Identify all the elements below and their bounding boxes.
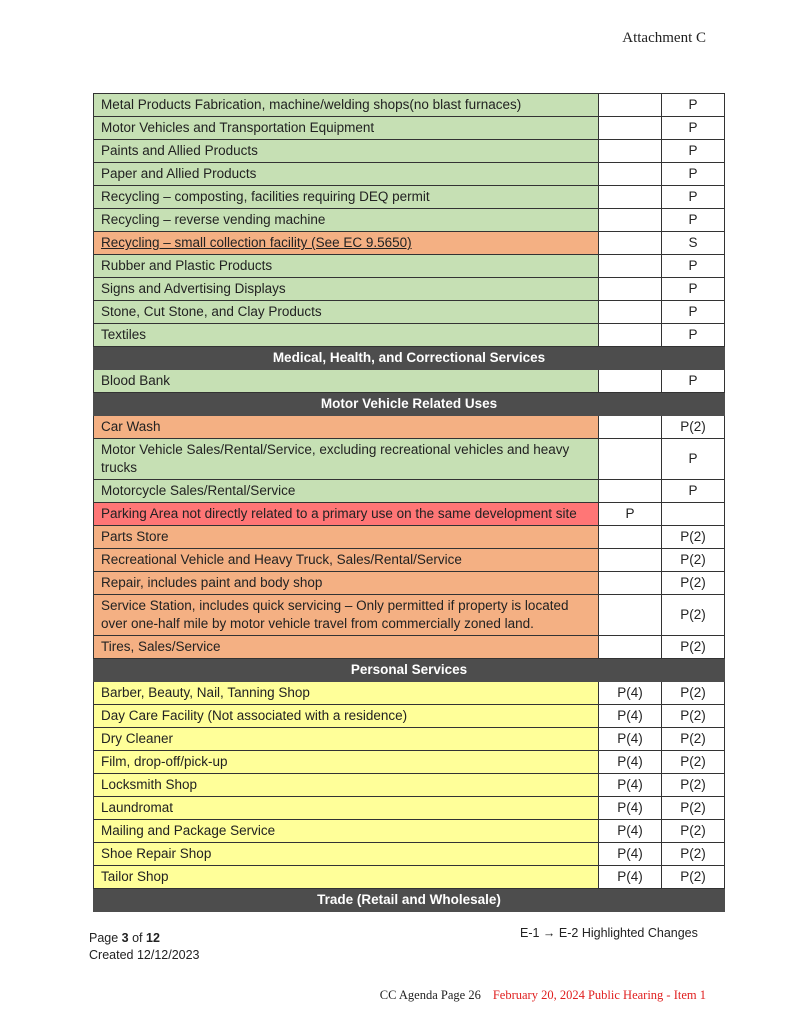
permit-cell-2: P(2): [662, 797, 725, 820]
permit-cell-1: [599, 163, 662, 186]
permit-cell-1: P(4): [599, 682, 662, 705]
permit-cell-2: P: [662, 480, 725, 503]
section-title: Trade (Retail and Wholesale): [94, 889, 725, 912]
permit-cell-2: P(2): [662, 682, 725, 705]
use-name-cell: Recycling – small collection facility (See EC 9.5650): [94, 232, 599, 255]
table-row: [94, 186, 725, 209]
permit-cell-1: [599, 255, 662, 278]
permit-cell-1: [599, 595, 662, 636]
table-row: [94, 843, 725, 866]
permit-cell-1: P(4): [599, 728, 662, 751]
created-date: Created 12/12/2023: [89, 948, 200, 962]
section-title: Medical, Health, and Correctional Services: [94, 347, 725, 370]
permit-cell-2: P: [662, 163, 725, 186]
permit-cell-2: P(2): [662, 728, 725, 751]
permit-cell-2: S: [662, 232, 725, 255]
permit-cell-2: P: [662, 301, 725, 324]
table-row: [94, 301, 725, 324]
use-name-cell: Laundromat: [94, 797, 599, 820]
permit-cell-1: [599, 232, 662, 255]
land-use-table-body: [94, 94, 725, 912]
permit-cell-1: [599, 526, 662, 549]
table-row: [94, 636, 725, 659]
section-header-row: [94, 393, 725, 416]
permit-cell-1: [599, 416, 662, 439]
permit-cell-2: P(2): [662, 549, 725, 572]
use-name-cell: Stone, Cut Stone, and Clay Products: [94, 301, 599, 324]
permit-cell-1: P(4): [599, 797, 662, 820]
permit-cell-2: P(2): [662, 416, 725, 439]
use-name-cell: Paper and Allied Products: [94, 163, 599, 186]
permit-cell-2: P: [662, 255, 725, 278]
table-row: [94, 595, 725, 636]
permit-cell-1: P(4): [599, 774, 662, 797]
permit-cell-2: P: [662, 209, 725, 232]
table-row: [94, 232, 725, 255]
section-header-row: [94, 347, 725, 370]
use-name-cell: Tires, Sales/Service: [94, 636, 599, 659]
use-name-cell: Car Wash: [94, 416, 599, 439]
permit-cell-1: P(4): [599, 866, 662, 889]
use-name-cell: Dry Cleaner: [94, 728, 599, 751]
permit-cell-1: P(4): [599, 705, 662, 728]
use-name-cell: Motor Vehicles and Transportation Equipment: [94, 117, 599, 140]
page-footer: [89, 930, 200, 964]
page-number: Page 3 of 12: [89, 931, 160, 945]
section-title: Motor Vehicle Related Uses: [94, 393, 725, 416]
use-name-cell: Blood Bank: [94, 370, 599, 393]
table-row: [94, 866, 725, 889]
table-row: [94, 324, 725, 347]
permit-cell-2: P: [662, 439, 725, 480]
attachment-label: Attachment C: [622, 30, 706, 46]
table-row: [94, 797, 725, 820]
table-row: [94, 370, 725, 393]
use-name-cell: Shoe Repair Shop: [94, 843, 599, 866]
permit-cell-1: P(4): [599, 751, 662, 774]
table-row: [94, 682, 725, 705]
permit-cell-2: P: [662, 186, 725, 209]
use-name-cell: Parts Store: [94, 526, 599, 549]
permit-cell-1: [599, 186, 662, 209]
permit-cell-2: P: [662, 94, 725, 117]
use-name-cell: Repair, includes paint and body shop: [94, 572, 599, 595]
table-row: [94, 140, 725, 163]
table-row: [94, 751, 725, 774]
hearing-label: February 20, 2024 Public Hearing - Item 1: [492, 988, 706, 1002]
table-row: [94, 503, 725, 526]
table-row: [94, 163, 725, 186]
permit-cell-1: [599, 370, 662, 393]
use-name-cell: Motorcycle Sales/Rental/Service: [94, 480, 599, 503]
table-row: [94, 255, 725, 278]
permit-cell-1: [599, 278, 662, 301]
table-row: [94, 439, 725, 480]
permit-cell-1: P(4): [599, 820, 662, 843]
permit-cell-1: P(4): [599, 843, 662, 866]
use-name-cell: Mailing and Package Service: [94, 820, 599, 843]
permit-cell-2: P(2): [662, 572, 725, 595]
use-name-cell: Signs and Advertising Displays: [94, 278, 599, 301]
table-row: [94, 94, 725, 117]
use-name-cell: Day Care Facility (Not associated with a residence): [94, 705, 599, 728]
permit-cell-1: [599, 94, 662, 117]
permit-cell-2: P: [662, 324, 725, 347]
permit-cell-1: P: [599, 503, 662, 526]
table-row: [94, 416, 725, 439]
use-name-cell: Parking Area not directly related to a primary use on the same development site: [94, 503, 599, 526]
permit-cell-2: P(2): [662, 843, 725, 866]
use-name-cell: Recycling – reverse vending machine: [94, 209, 599, 232]
section-header-row: [94, 659, 725, 682]
agenda-line: [380, 988, 706, 1003]
use-name-cell: Recycling – composting, facilities requiring DEQ permit: [94, 186, 599, 209]
table-row: [94, 526, 725, 549]
permit-cell-2: P: [662, 278, 725, 301]
table-row: [94, 209, 725, 232]
table-row: [94, 480, 725, 503]
permit-cell-1: [599, 324, 662, 347]
use-name-cell: Barber, Beauty, Nail, Tanning Shop: [94, 682, 599, 705]
permit-cell-2: P(2): [662, 774, 725, 797]
table-row: [94, 117, 725, 140]
use-name-cell: Tailor Shop: [94, 866, 599, 889]
permit-cell-1: [599, 140, 662, 163]
use-name-cell: Film, drop-off/pick-up: [94, 751, 599, 774]
permit-cell-2: P(2): [662, 866, 725, 889]
permit-cell-1: [599, 549, 662, 572]
table-row: [94, 549, 725, 572]
permit-cell-2: P(2): [662, 636, 725, 659]
table-row: [94, 820, 725, 843]
permit-cell-1: [599, 636, 662, 659]
table-row: [94, 705, 725, 728]
permit-cell-1: [599, 117, 662, 140]
use-name-cell: Paints and Allied Products: [94, 140, 599, 163]
table-row: [94, 278, 725, 301]
permit-cell-1: [599, 301, 662, 324]
table-row: [94, 774, 725, 797]
table-row: [94, 572, 725, 595]
use-name-cell: Textiles: [94, 324, 599, 347]
use-name-cell: Rubber and Plastic Products: [94, 255, 599, 278]
permit-cell-2: P(2): [662, 820, 725, 843]
permit-cell-2: P: [662, 370, 725, 393]
land-use-table: [93, 93, 725, 912]
section-title: Personal Services: [94, 659, 725, 682]
permit-cell-1: [599, 572, 662, 595]
use-name-cell: Locksmith Shop: [94, 774, 599, 797]
permit-cell-2: P: [662, 140, 725, 163]
permit-cell-2: [662, 503, 725, 526]
table-row: [94, 728, 725, 751]
permit-cell-2: P: [662, 117, 725, 140]
use-name-cell: Recreational Vehicle and Heavy Truck, Sales/Rental/Service: [94, 549, 599, 572]
use-name-cell: Service Station, includes quick servicing – Only permitted if property is located over one-half mile by motor vehicle travel from commercially zoned land.: [94, 595, 599, 636]
changes-note: E-1 → E-2 Highlighted Changes: [520, 926, 698, 940]
use-name-cell: Metal Products Fabrication, machine/welding shops(no blast furnaces): [94, 94, 599, 117]
use-name-cell: Motor Vehicle Sales/Rental/Service, excluding recreational vehicles and heavy trucks: [94, 439, 599, 480]
section-header-row: [94, 889, 725, 912]
permit-cell-2: P(2): [662, 705, 725, 728]
permit-cell-1: [599, 480, 662, 503]
permit-cell-2: P(2): [662, 751, 725, 774]
permit-cell-2: P(2): [662, 526, 725, 549]
permit-cell-1: [599, 439, 662, 480]
permit-cell-1: [599, 209, 662, 232]
agenda-page: CC Agenda Page 26: [379, 988, 481, 1002]
permit-cell-2: P(2): [662, 595, 725, 636]
